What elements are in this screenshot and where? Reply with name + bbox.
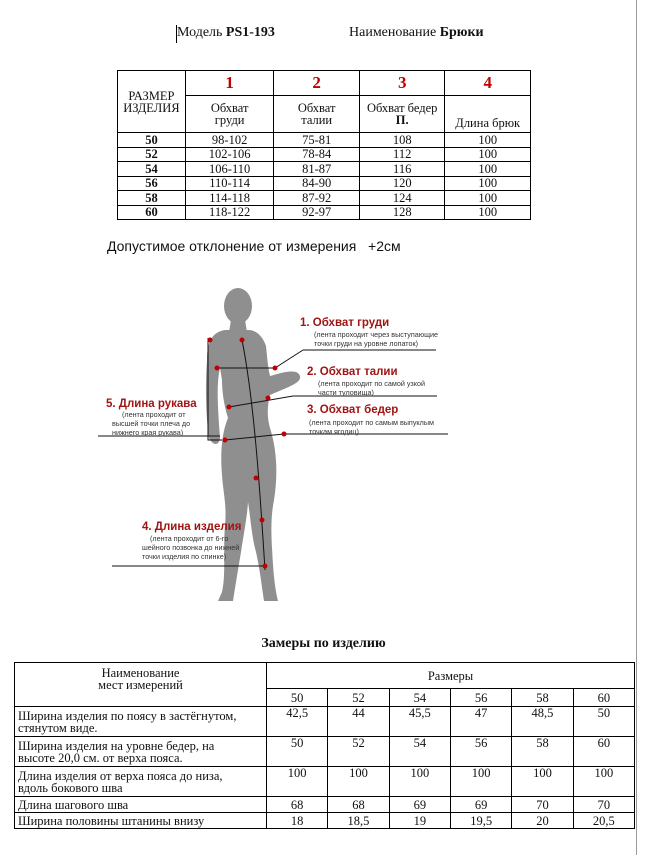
column-label-hips: [359, 96, 445, 133]
model-label: Модель: [177, 25, 223, 40]
name-value: Брюки: [439, 25, 484, 40]
length-cell: 100: [445, 191, 531, 206]
length-cell: 100: [445, 162, 531, 177]
annotation-chest: [300, 317, 438, 348]
column-label-text: Обхват: [210, 101, 249, 115]
table-row: [15, 737, 635, 767]
value-cell: 70: [573, 797, 634, 813]
measurement-name-line: высоте 20,0 см. от верха пояса.: [18, 750, 183, 765]
value-cell: 20,5: [573, 813, 634, 829]
size-header: 54: [389, 689, 450, 707]
column-number-2: 2: [274, 71, 360, 96]
measurement-name-line: Ширина изделия на уровне бедер, на: [18, 738, 215, 753]
chest-connector: [275, 350, 303, 368]
sizes-header: Размеры: [267, 663, 635, 689]
column-label-text: Длина брюк: [455, 116, 521, 130]
value-cell: 42,5: [267, 707, 328, 737]
table-row: [15, 813, 635, 829]
corner-label-line1: РАЗМЕР: [128, 88, 175, 103]
value-cell: 60: [573, 737, 634, 767]
corner-label: [118, 71, 186, 133]
chest-cell: 106-110: [185, 162, 274, 177]
waist-cell: 84-90: [274, 176, 360, 191]
model-header: [177, 25, 275, 41]
value-cell: 70: [512, 797, 573, 813]
annotation-subtext: высшей точки плеча до: [112, 419, 191, 428]
annotation-subtext: шейного позвонка до нижней: [142, 543, 240, 552]
value-cell: 100: [512, 767, 573, 797]
table-row: [118, 147, 531, 162]
size-cell: 56: [118, 176, 186, 191]
annotation-subtext: (лента проходит от 6-го: [150, 534, 229, 543]
waist-cell: 92-97: [274, 205, 360, 220]
table-row: [118, 205, 531, 220]
value-cell: 56: [450, 737, 511, 767]
measurement-name-line: стянутом виде.: [18, 720, 98, 735]
measurement-name: Ширина половины штанины внизу: [15, 813, 267, 829]
value-cell: 19: [389, 813, 450, 829]
hips-cell: 108: [359, 133, 445, 148]
size-header: 52: [328, 689, 389, 707]
hips-cell: 128: [359, 205, 445, 220]
table-row: [118, 191, 531, 206]
measurement-name: [15, 737, 267, 767]
waist-cell: 75-81: [274, 133, 360, 148]
annotation-subtext: (лента проходит по самым выпуклым: [309, 418, 434, 427]
table-row: [15, 767, 635, 797]
value-cell: 100: [450, 767, 511, 797]
annotation-waist: [307, 366, 425, 397]
value-cell: 19,5: [450, 813, 511, 829]
waist-cell: 78-84: [274, 147, 360, 162]
column-label-text: Обхват бедер: [366, 101, 438, 115]
tolerance-value: +2см: [368, 238, 401, 254]
measurement-name-line: Длина изделия от верха пояса до низа,: [18, 768, 223, 783]
column-label-text: Обхват: [297, 101, 336, 115]
value-cell: 100: [267, 767, 328, 797]
value-cell: 54: [389, 737, 450, 767]
measurements-title: Замеры по изделию: [261, 636, 386, 651]
column-label-text: талии: [301, 113, 333, 127]
annotation-title: 1. Обхват груди: [300, 317, 390, 329]
column-label-text: П.: [395, 113, 409, 127]
corner-label-line2: ИЗДЕЛИЯ: [123, 100, 180, 115]
column-label-chest: [185, 96, 274, 133]
length-cell: 100: [445, 133, 531, 148]
value-cell: 50: [267, 737, 328, 767]
value-cell: 20: [512, 813, 573, 829]
chest-cell: 102-106: [185, 147, 274, 162]
size-cell: 52: [118, 147, 186, 162]
annotation-sleeve: [106, 398, 197, 437]
size-header: 58: [512, 689, 573, 707]
annotation-title: 5. Длина рукава: [106, 398, 197, 410]
table-row: [15, 707, 635, 737]
chest-cell: 114-118: [185, 191, 274, 206]
annotation-subtext: точки изделия по спинке): [142, 552, 227, 561]
value-cell: 45,5: [389, 707, 450, 737]
value-cell: 100: [389, 767, 450, 797]
tolerance-note: [107, 238, 401, 254]
table-row: [118, 162, 531, 177]
length-cell: 100: [445, 205, 531, 220]
annotation-title: 3. Обхват бедер: [307, 404, 399, 416]
annotation-hips: [307, 404, 434, 436]
value-cell: 44: [328, 707, 389, 737]
size-cell: 50: [118, 133, 186, 148]
annotation-subtext: (лента проходит от: [122, 410, 186, 419]
table-row: [15, 797, 635, 813]
measurements-table: [14, 662, 635, 829]
name-header-line2: мест измерений: [98, 678, 183, 692]
value-cell: 58: [512, 737, 573, 767]
annotation-subtext: нижнего края рукава): [112, 428, 184, 437]
value-cell: 18,5: [328, 813, 389, 829]
length-cell: 100: [445, 147, 531, 162]
value-cell: 48,5: [512, 707, 573, 737]
annotation-subtext: точкам ягодиц): [309, 427, 359, 436]
name-header: [349, 25, 484, 41]
value-cell: 100: [573, 767, 634, 797]
column-number-1: 1: [185, 71, 274, 96]
length-cell: 100: [445, 176, 531, 191]
measurement-name: Длина шагового шва: [15, 797, 267, 813]
value-cell: 69: [450, 797, 511, 813]
column-number-3: 3: [359, 71, 445, 96]
value-cell: 47: [450, 707, 511, 737]
measurement-name: [15, 707, 267, 737]
name-label: Наименование: [349, 25, 437, 40]
waist-cell: 81-87: [274, 162, 360, 177]
size-cell: 60: [118, 205, 186, 220]
chest-cell: 110-114: [185, 176, 274, 191]
waist-cell: 87-92: [274, 191, 360, 206]
model-value: PS1-193: [225, 25, 275, 40]
annotation-subtext: (лента проходит через выступающие: [314, 330, 439, 339]
body-measurement-figure: [0, 270, 647, 620]
hips-cell: 124: [359, 191, 445, 206]
value-cell: 50: [573, 707, 634, 737]
annotation-subtext: части туловища): [318, 388, 374, 397]
value-cell: 18: [267, 813, 328, 829]
size-cell: 58: [118, 191, 186, 206]
hips-cell: 112: [359, 147, 445, 162]
chest-cell: 118-122: [185, 205, 274, 220]
value-cell: 68: [328, 797, 389, 813]
column-number-4: 4: [445, 71, 531, 96]
annotation-subtext: (лента проходит по самой узкой: [318, 379, 425, 388]
name-header-line1: Наименование: [101, 666, 180, 680]
column-label-waist: [274, 96, 360, 133]
hips-cell: 116: [359, 162, 445, 177]
value-cell: 52: [328, 737, 389, 767]
measurement-name-line: Ширина изделия по поясу в застёгнутом,: [18, 708, 237, 723]
tolerance-text: Допустимое отклонение от измерения: [107, 238, 357, 254]
value-cell: 68: [267, 797, 328, 813]
annotation-title: 4. Длина изделия: [142, 521, 242, 533]
table-row: [118, 133, 531, 148]
annotation-title: 2. Обхват талии: [307, 366, 398, 378]
measurement-name-line: вдоль бокового шва: [18, 780, 123, 795]
size-cell: 54: [118, 162, 186, 177]
table-row: [118, 176, 531, 191]
size-header: 60: [573, 689, 634, 707]
value-cell: 69: [389, 797, 450, 813]
hips-cell: 120: [359, 176, 445, 191]
name-header: [15, 663, 267, 707]
column-label-length: [445, 96, 531, 133]
measurement-name: [15, 767, 267, 797]
chest-cell: 98-102: [185, 133, 274, 148]
size-header: 50: [267, 689, 328, 707]
annotation-subtext: точки груди на уровне лопаток): [314, 339, 419, 348]
value-cell: 100: [328, 767, 389, 797]
size-table: [117, 70, 531, 220]
column-label-text: груди: [214, 113, 245, 127]
size-header: 56: [450, 689, 511, 707]
